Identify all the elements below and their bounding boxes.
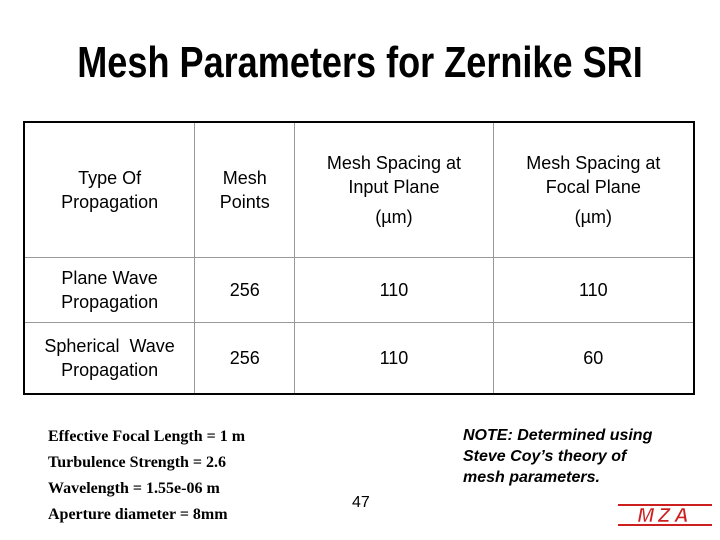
param-turbulence-strength: Turbulence Strength = 2.6 — [48, 454, 227, 471]
table-row — [24, 258, 694, 323]
table-row — [24, 323, 694, 395]
param-focal-length: Effective Focal Length = 1 m — [48, 428, 246, 445]
slide-title: Mesh Parameters for Zernike SRI — [77, 38, 643, 87]
cell-propagation-type: Spherical Wave Propagation — [24, 323, 195, 395]
param-wavelength: Wavelength = 1.55e-06 m — [48, 480, 220, 497]
header-focal-plane-spacing: Mesh Spacing at Focal Plane (µm) — [493, 122, 694, 258]
simulation-parameters — [48, 424, 245, 528]
header-type-of-propagation: Type Of Propagation — [24, 122, 195, 258]
param-aperture-diameter: Aperture diameter = 8mm — [48, 506, 228, 523]
cell-mesh-points: 256 — [195, 258, 295, 323]
header-mesh-points: Mesh Points — [195, 122, 295, 258]
cell-propagation-type: Plane Wave Propagation — [24, 258, 195, 323]
cell-mesh-points: 256 — [195, 323, 295, 395]
page-number: 47 — [352, 494, 370, 511]
cell-focal-spacing: 110 — [493, 258, 694, 323]
svg-text:MZA: MZA — [637, 505, 693, 527]
mesh-parameters-table — [23, 121, 695, 395]
table-header-row — [24, 122, 694, 258]
note-text: NOTE: Determined using Steve Coy’s theory of mesh parameters. — [463, 427, 653, 486]
mza-logo-icon — [618, 502, 712, 528]
cell-input-spacing: 110 — [295, 323, 493, 395]
cell-input-spacing: 110 — [295, 258, 493, 323]
header-input-plane-spacing: Mesh Spacing at Input Plane (µm) — [295, 122, 493, 258]
cell-focal-spacing: 60 — [493, 323, 694, 395]
